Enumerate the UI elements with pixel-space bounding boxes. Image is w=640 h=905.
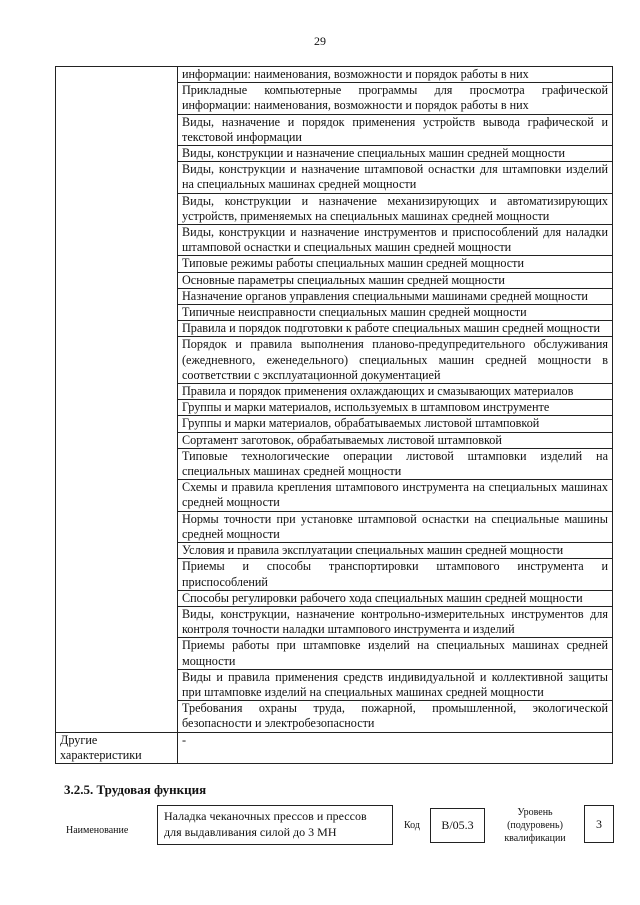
knowledge-item: Схемы и правила крепления штампового инструмента на специальных машинах средней мощности <box>178 480 613 511</box>
knowledge-item: Виды, конструкции и назначение механизирующих и автоматизирующих устройств, применяемых на специальных машинах средней мощности <box>178 193 613 224</box>
knowledge-item: Типовые режимы работы специальных машин средней мощности <box>178 256 613 272</box>
other-characteristics-label: Другие характеристики <box>56 732 178 763</box>
knowledge-label-cell <box>56 67 178 733</box>
knowledge-item: Виды, конструкции и назначение штамповой оснастки для штамповки изделий на специальных машинах средней мощности <box>178 162 613 193</box>
other-characteristics-value: - <box>178 732 613 763</box>
knowledge-item: Правила и порядок применения охлаждающих и смазывающих материалов <box>178 384 613 400</box>
knowledge-item: Группы и марки материалов, используемых в штамповом инструменте <box>178 400 613 416</box>
other-characteristics-row <box>56 732 613 763</box>
knowledge-item: Сортамент заготовок, обрабатываемых листовой штамповкой <box>178 432 613 448</box>
knowledge-item: Прикладные компьютерные программы для просмотра графической информации: наименования, возможности и порядок работы в них <box>178 83 613 114</box>
code-label: Код <box>404 820 420 831</box>
knowledge-item: Приемы работы при штамповке изделий на специальных машинах средней мощности <box>178 638 613 669</box>
table-row <box>56 67 613 83</box>
page-number: 29 <box>314 34 326 48</box>
name-value: Наладка чеканочных прессов и прессов для выдавливания силой до 3 МН <box>157 805 393 845</box>
knowledge-item: Правила и порядок подготовки к работе специальных машин средней мощности <box>178 321 613 337</box>
knowledge-item: Назначение органов управления специальными машинами средней мощности <box>178 288 613 304</box>
knowledge-item: Виды и правила применения средств индивидуальной и коллективной защиты при штамповке изделий на специальных машинах средней мощности <box>178 669 613 700</box>
qualification-level-label: Уровень (подуровень) квалификации <box>504 807 566 844</box>
knowledge-item: Условия и правила эксплуатации специальных машин средней мощности <box>178 543 613 559</box>
knowledge-item: Виды, назначение и порядок применения устройств вывода графической и текстовой информации <box>178 114 613 145</box>
qualification-level-value: 3 <box>584 805 614 843</box>
knowledge-item: Группы и марки материалов, обрабатываемых листовой штамповкой <box>178 416 613 432</box>
code-value: В/05.3 <box>430 808 485 843</box>
knowledge-item: Требования охраны труда, пожарной, промышленной, экологической безопасности и электробезопасности <box>178 701 613 732</box>
knowledge-item: Основные параметры специальных машин средней мощности <box>178 272 613 288</box>
section-title: 3.2.5. Трудовая функция <box>64 782 207 797</box>
knowledge-item: Нормы точности при установке штамповой оснастки на специальные машины средней мощности <box>178 511 613 542</box>
knowledge-item: Типовые технологические операции листовой штамповки изделий на специальных машинах средней мощности <box>178 448 613 479</box>
knowledge-item: Типичные неисправности специальных машин средней мощности <box>178 305 613 321</box>
knowledge-item: информации: наименования, возможности и порядок работы в них <box>178 67 613 83</box>
knowledge-item: Способы регулировки рабочего хода специальных машин средней мощности <box>178 590 613 606</box>
name-label: Наименование <box>66 825 129 836</box>
knowledge-item: Приемы и способы транспортировки штампового инструмента и приспособлений <box>178 559 613 590</box>
knowledge-item: Виды, конструкции и назначение инструментов и приспособлений для наладки штамповой оснастки и специальных машин средней мощности <box>178 225 613 256</box>
knowledge-item: Виды, конструкции и назначение специальных машин средней мощности <box>178 146 613 162</box>
knowledge-item: Виды, конструкции, назначение контрольно-измерительных инструментов для контроля точности наладки штампового инструмента и изделий <box>178 606 613 637</box>
knowledge-item: Порядок и правила выполнения планово-предупредительного обслуживания (ежедневного, еженедельного) специальных машин средней мощности в соответствии с эксплуатационной документацией <box>178 337 613 384</box>
knowledge-table <box>55 66 613 764</box>
